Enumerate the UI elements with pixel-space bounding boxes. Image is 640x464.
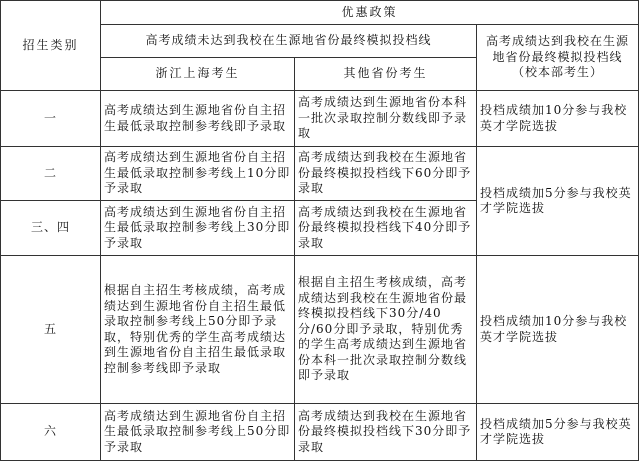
category-cell: 二	[1, 147, 101, 201]
other-province-cell: 高考成绩达到我校在生源地省份最终模拟投档线下60分即予录取	[295, 147, 477, 201]
table-row	[1, 91, 639, 147]
zj-sh-cell: 高考成绩达到生源地省份自主招生最低录取控制参考线即予录取	[101, 91, 295, 147]
other-province-cell: 高考成绩达到我校在生源地省份最终模拟投档线下30分即予录取	[295, 404, 477, 461]
policy-header: 优惠政策	[101, 1, 639, 25]
reached-cell: 投档成绩加10分参与我校英才学院选拔	[477, 91, 639, 147]
other-province-header: 其他省份考生	[295, 58, 477, 91]
reached-header: 高考成绩达到我校在生源地省份最终模拟投档线（校本部考生）	[477, 25, 639, 91]
table-row	[1, 404, 639, 461]
zj-sh-header: 浙江上海考生	[101, 58, 295, 91]
not-reached-header: 高考成绩未达到我校在生源地省份最终模拟投档线	[101, 25, 477, 58]
category-cell: 一	[1, 91, 101, 147]
other-province-cell: 高考成绩达到我校在生源地省份最终模拟投档线下40分即予录取	[295, 201, 477, 256]
other-province-cell: 高考成绩达到生源地省份本科一批次录取控制分数线即予录取	[295, 91, 477, 147]
zj-sh-cell: 高考成绩达到生源地省份自主招生最低录取控制参考线上50分即予录取	[101, 404, 295, 461]
table-row	[1, 256, 639, 404]
reached-cell-merged: 投档成绩加5分参与我校英才学院选拔	[477, 147, 639, 256]
reached-cell: 投档成绩加10分参与我校英才学院选拔	[477, 256, 639, 404]
reached-cell: 投档成绩加5分参与我校英才学院选拔	[477, 404, 639, 461]
table-row	[1, 147, 639, 201]
other-province-cell: 根据自主招生考核成绩，高考成绩达到我校在生源地省份最终模拟投档线下30分/40分/60分即予录取，特别优秀的学生高考成绩达到生源地省份本科一批次录取控制分数线即予录取	[295, 256, 477, 404]
zj-sh-cell: 高考成绩达到生源地省份自主招生最低录取控制参考线上10分即予录取	[101, 147, 295, 201]
zj-sh-cell: 高考成绩达到生源地省份自主招生最低录取控制参考线上30分即予录取	[101, 201, 295, 256]
category-header: 招生类别	[1, 1, 101, 91]
zj-sh-cell: 根据自主招生考核成绩，高考成绩达到生源地省份自主招生最低录取控制参考线上50分即予录取，特别优秀的学生高考成绩达到生源地省份自主招生最低录取控制参考线即予录取	[101, 256, 295, 404]
category-cell: 六	[1, 404, 101, 461]
category-cell: 三、四	[1, 201, 101, 256]
category-cell: 五	[1, 256, 101, 404]
